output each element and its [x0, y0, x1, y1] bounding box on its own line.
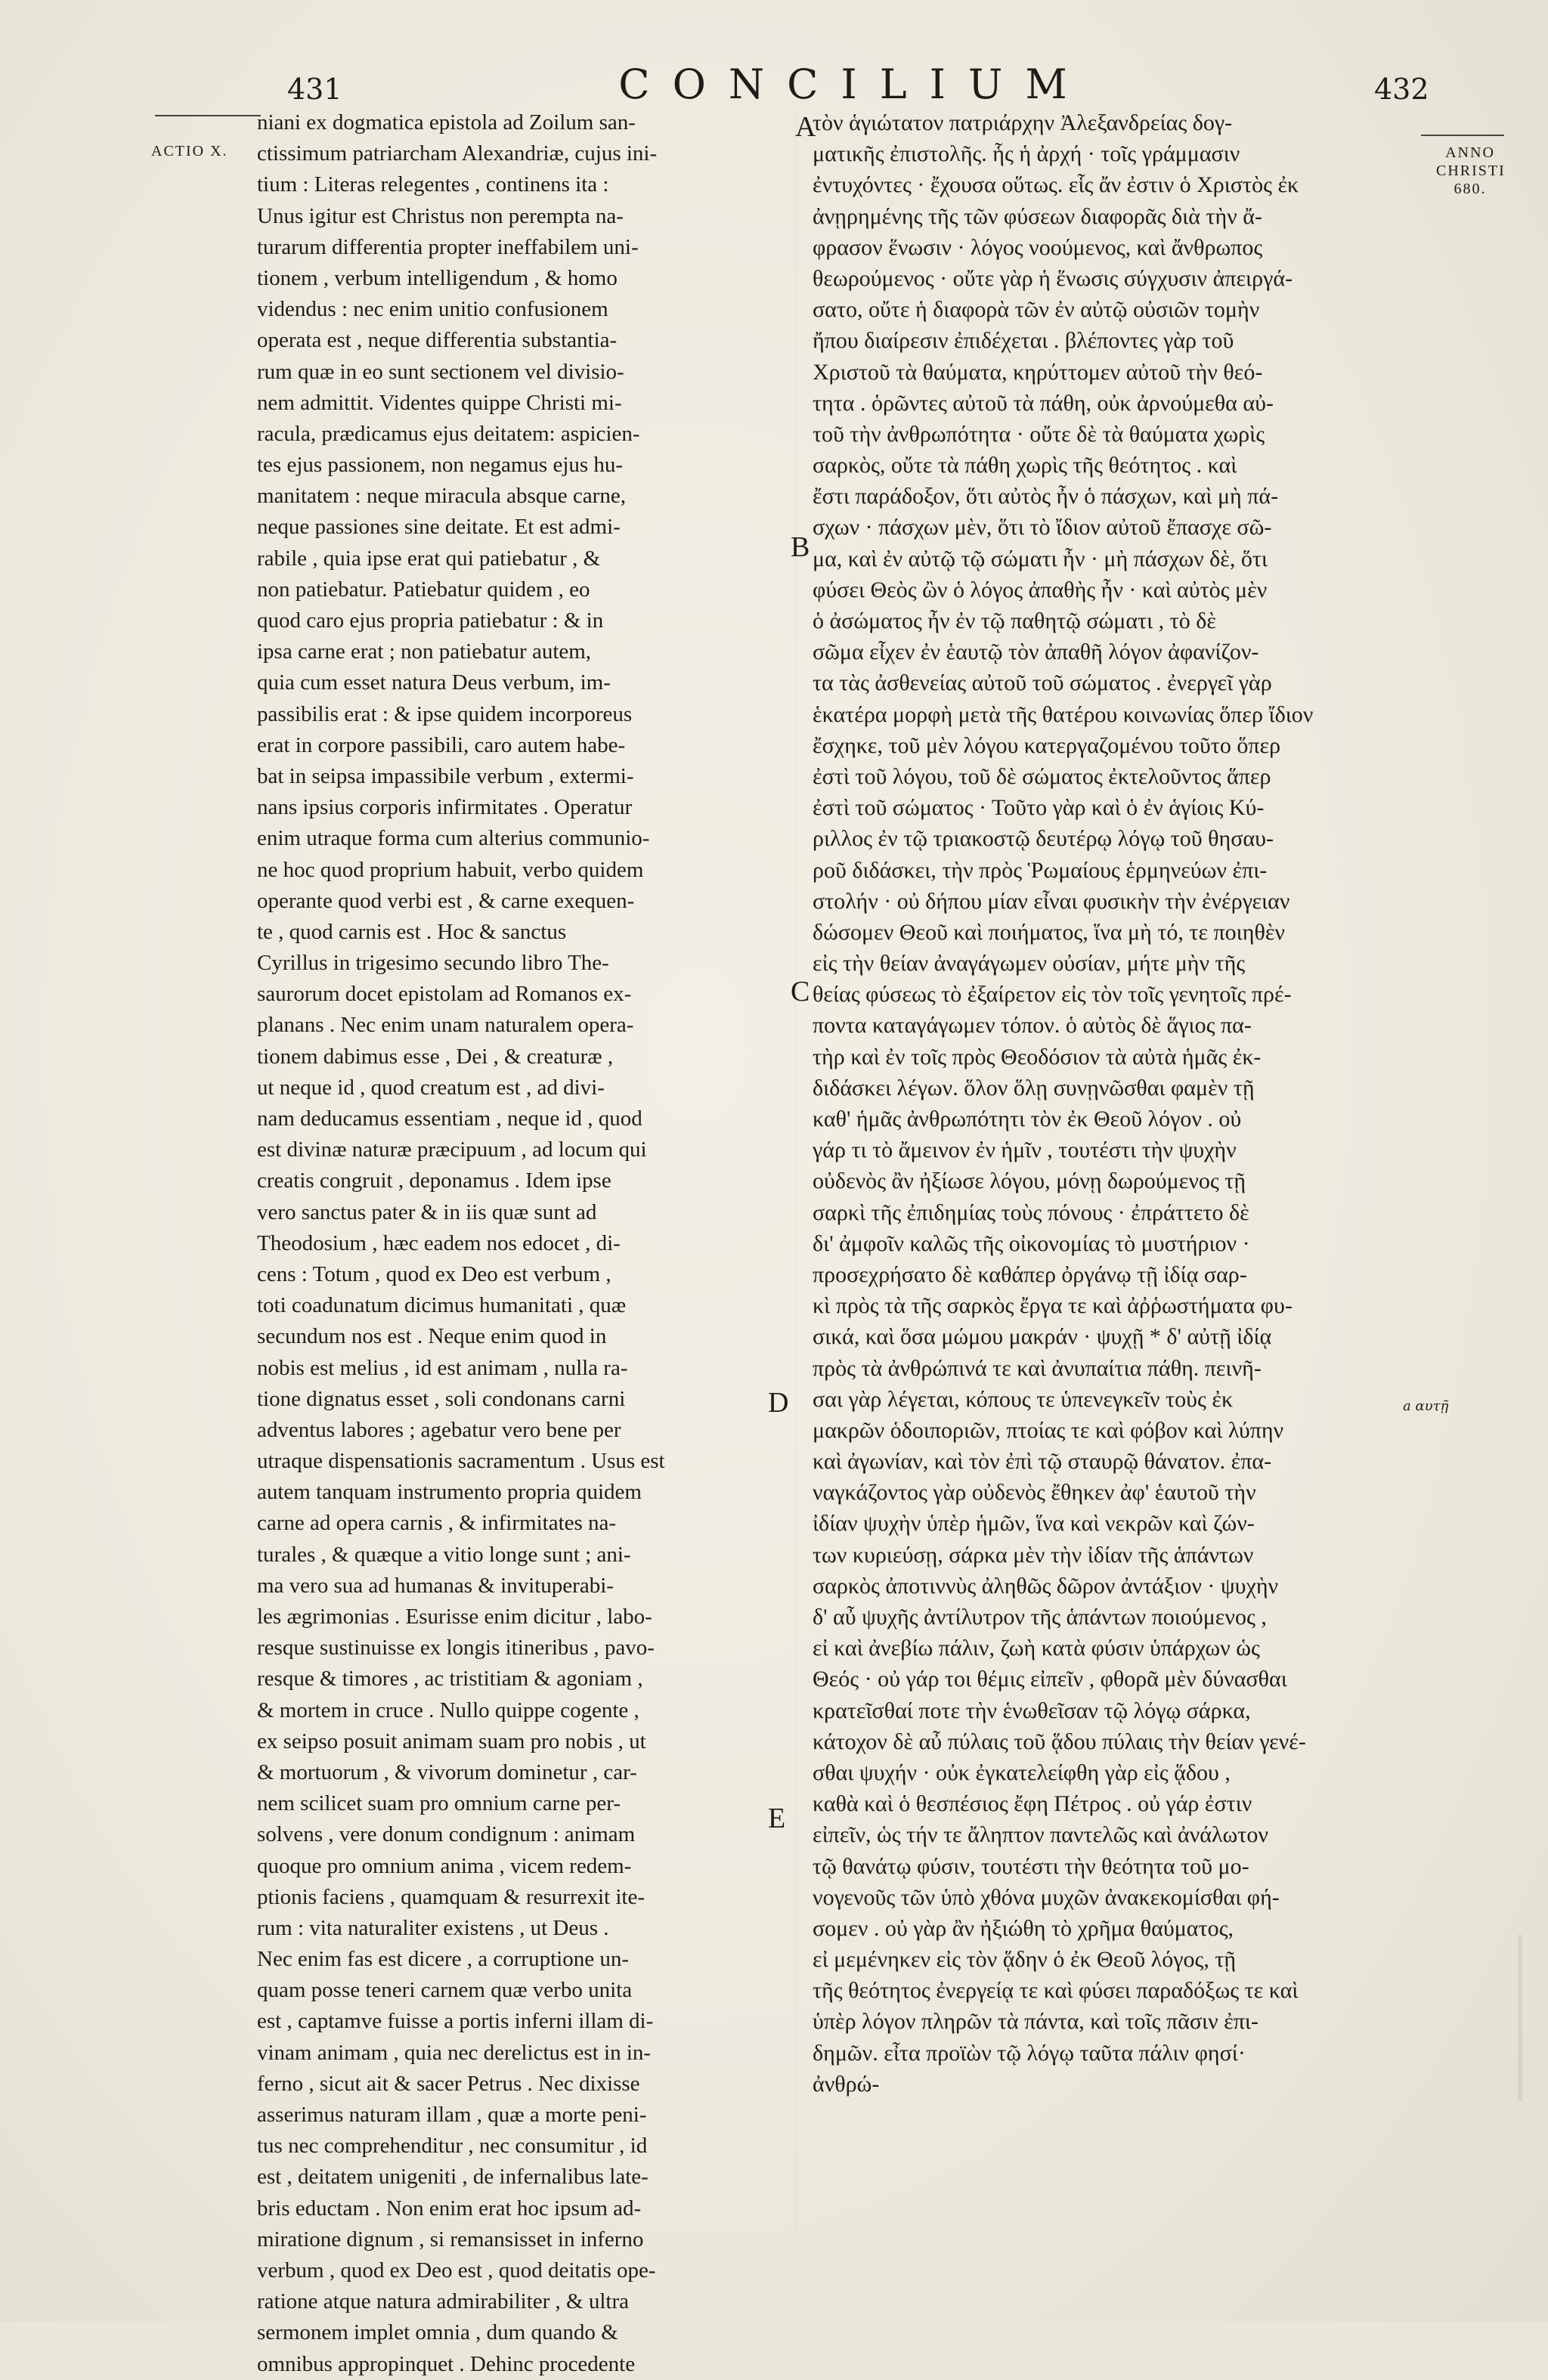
latin-text-line: resque sustinuisse ex longis itineribus , pavo- — [257, 1636, 655, 1660]
latin-text-line: passibilis erat : & ipse quidem incorporeus — [257, 701, 633, 726]
left-margin-rule — [155, 115, 261, 116]
greek-text-line: οὐδενὸς ἂν ἠξίωσε λόγου, μόνῃ δωρούμενος τῇ — [813, 1168, 1246, 1194]
greek-text-line: κρατεῖσθαί ποτε τὴν ἑνωθεῖσαν τῷ λόγῳ σάρκα, — [813, 1698, 1251, 1723]
latin-text-line: neque passiones sine deitate. Et est admi- — [257, 515, 621, 540]
latin-text-line: operata est , neque differentia substantia- — [257, 328, 618, 353]
greek-text-line: μακρῶν ὁδοιποριῶν, πτοίας τε καὶ φόβον καὶ λύπην — [813, 1417, 1284, 1443]
greek-text-line: ἐντυχόντες · ἔχουσα οὕτως. εἷς ἄν ἐστιν ὁ Χριστὸς ἐκ — [813, 172, 1299, 198]
latin-text-line: ctissimum patriarcham Alexandriæ, cujus ini- — [257, 141, 658, 166]
greek-text-line: κάτοχον δὲ αὖ πύλαις τοῦ ᾅδου πύλαις τὴν θείαν γενέ- — [813, 1729, 1306, 1754]
latin-text-line: non patiebatur. Patiebatur quidem , eo — [257, 577, 590, 602]
anno-line: ANNO — [1445, 144, 1495, 161]
latin-text-line: tionem , verbum intelligendum , & homo — [257, 265, 618, 290]
greek-text-line: τοῦ τὴν ἀνθρωπότητα · οὔτε δὲ τὰ θαύματα χωρὶς — [813, 421, 1265, 447]
greek-text-line: εἰς τὴν θείαν ἀναγάγωμεν οὐσίαν, μήτε μὴν τῆς — [813, 951, 1246, 976]
margin-actio-label: ACTIO X. — [151, 143, 228, 159]
latin-text-line: racula, prædicamus ejus deitatem: aspicien- — [257, 421, 640, 446]
greek-text-line: ἀνῃρημένης τῆς τῶν φύσεων διαφορᾶς διὰ τὴν ἄ- — [813, 203, 1262, 229]
latin-text-line: planans . Nec enim unam naturalem opera- — [257, 1013, 634, 1038]
latin-text-line: quam posse teneri carnem quæ verbo unita — [257, 1978, 633, 2003]
left-page-number: 431 — [287, 73, 342, 106]
greek-text-line: τὸν ἁγιώτατον πατριάρχην Ἀλεξανδρείας δογ- — [813, 110, 1233, 135]
latin-text-line: bat in seipsa impassibile verbum , extermi- — [257, 763, 634, 788]
latin-text-line: autem tanquam instrumento propria quidem — [257, 1480, 642, 1505]
latin-text-line: tionem dabimus esse , Dei , & creaturæ , — [257, 1044, 614, 1069]
latin-text-line: solvens , vere donum condignum : animam — [257, 1822, 636, 1847]
greek-text-line: τητα . ὁρῶντες αὐτοῦ τὰ πάθη, οὐκ ἀρνούμεθα αὐ- — [813, 390, 1274, 416]
latin-text-line: Unus igitur est Christus non perempta na- — [257, 203, 624, 228]
greek-text-line: δώσομεν Θεοῦ καὶ ποιήματος, ἵνα μὴ τό, τε ποιηθὲν — [813, 919, 1285, 945]
margin-anno-label — [1436, 144, 1504, 198]
latin-text-line: rum quæ in eo sunt sectionem vel divisio- — [257, 359, 624, 384]
marginal-note: a αυτῇ — [1403, 1398, 1449, 1414]
greek-text-line: καθ' ἡμᾶς ἀνθρωπότητι τὸν ἐκ Θεοῦ λόγον . οὐ — [813, 1106, 1242, 1131]
greek-text-line: ματικῆς ἐπιστολῆς. ἧς ἡ ἀρχή · τοῖς γράμμασιν — [813, 141, 1240, 167]
latin-text-line: est , captamve fuisse a portis inferni illam di- — [257, 2009, 654, 2034]
greek-text-line: εἰπεῖν, ὡς τήν τε ἄληπτον παντελῶς καὶ ἀνάλωτον — [813, 1822, 1268, 1848]
latin-text-line: te , quod carnis est . Hoc & sanctus — [257, 919, 567, 944]
latin-text-line: quoque pro omnium anima , vicem redem- — [257, 1853, 632, 1878]
greek-text-line: δημῶν. εἶτα προϊὼν τῷ λόγῳ ταῦτα πάλιν φησί· — [813, 2040, 1246, 2066]
latin-text-line: toti coadunatum dicimus humanitati , quæ — [257, 1293, 627, 1318]
latin-text-line: adventus labores ; agebatur vero bene per — [257, 1417, 621, 1442]
greek-text-line: πρὸς τὰ ἀνθρώπινά τε καὶ ἀνυπαίτια πάθη. πεινῆ- — [813, 1355, 1262, 1381]
latin-text-line: asserimus naturam illam , quæ a morte peni- — [257, 2103, 647, 2127]
greek-text-line: θείας φύσεως τὸ ἐξαίρετον εἰς τὸν τοῖς γενητοῖς πρέ- — [813, 982, 1292, 1007]
greek-text-line: ἔστι παράδοξον, ὅτι αὐτὸς ἦν ὁ πάσχων, καὶ μὴ πά- — [813, 484, 1279, 509]
greek-text-line: των κυριεύσῃ, σάρκα μὲν τὴν ἰδίαν τῆς ἁπάντων — [813, 1542, 1254, 1568]
latin-text-line: les ægrimonias . Esurisse enim dicitur , labo- — [257, 1605, 652, 1629]
anno-line: CHRISTI — [1436, 162, 1506, 179]
greek-text-line: ἑκατέρα μορφὴ μετὰ τῆς θατέρου κοινωνίας ὅπερ ἴδιον — [813, 701, 1314, 727]
latin-text-line: bris eductam . Non enim erat hoc ipsum ad- — [257, 2196, 642, 2221]
greek-text-line: τῷ θανάτῳ φύσιν, τουτέστι τὴν θεότητα τοῦ μο- — [813, 1853, 1249, 1879]
latin-text-line: tione dignatus esset , soli condonans carni — [257, 1386, 626, 1411]
latin-text-line: niani ex dogmatica epistola ad Zoilum san- — [257, 110, 636, 135]
latin-text-line: creatis congruit , deponamus . Idem ipse — [257, 1168, 611, 1193]
latin-text-line: operante quod verbi est , & carne exequen- — [257, 888, 635, 913]
greek-text-line: ἐστὶ τοῦ λόγου, τοῦ δὲ σώματος ἐκτελοῦντος ἅπερ — [813, 763, 1271, 789]
column-divider — [795, 113, 796, 2230]
greek-text-line: καθὰ καὶ ὁ θεσπέσιος ἔφη Πέτρος . οὐ γάρ ἐστιν — [813, 1791, 1252, 1817]
latin-text-line: tus nec comprehenditur , nec consumitur , id — [257, 2134, 648, 2159]
greek-text-line: δι' ἀμφοῖν καλῶς τῆς οἰκονομίας τὸ μυστήριον · — [813, 1230, 1250, 1256]
latin-text-line: nem admittit. Videntes quippe Christi mi- — [257, 390, 622, 415]
greek-text-line: ἀνθρώ- — [813, 2071, 880, 2097]
latin-text-line: Nec enim fas est dicere , a corruptione un- — [257, 1947, 629, 1972]
greek-text-line: μα, καὶ ἐν αὐτῷ τῷ σώματι ἦν · μὴ πάσχων δὲ, ὅτι — [813, 546, 1268, 571]
latin-text-line: vinam animam , quia nec derelictus est in in- — [257, 2040, 652, 2065]
right-page-number: 432 — [1374, 73, 1429, 106]
greek-text-line: σαρκὸς ἀποτιννὺς ἀληθῶς δῶρον ἀντάξιον · ψυχὴν — [813, 1573, 1279, 1599]
latin-text-line: ipsa carne erat ; non patiebatur autem, — [257, 639, 592, 664]
latin-text-line: est divinæ naturæ præcipuum , ad locum qui — [257, 1137, 647, 1162]
latin-text-line: nem scilicet suam pro omnium carne per- — [257, 1791, 621, 1816]
latin-text-line: nam deducamus essentiam , neque id , quod — [257, 1106, 642, 1131]
latin-text-line: resque & timores , ac tristitiam & agoniam , — [257, 1667, 643, 1691]
latin-text-line: Cyrillus in trigesimo secundo libro The- — [257, 951, 609, 976]
greek-text-line: σατο, οὔτε ἡ διαφορὰ τῶν ἐν αὐτῷ οὐσιῶν τομὴν — [813, 297, 1260, 323]
latin-text-line: ratione atque natura admirabiliter , & ultra — [257, 2289, 629, 2314]
latin-text-line: & mortuorum , & vivorum dominetur , car- — [257, 1759, 637, 1784]
greek-text-line: στολήν · οὐ δήπου μίαν εἶναι φυσικὴν τὴν ἐνέργειαν — [813, 888, 1290, 914]
latin-text-line: nobis est melius , id est animam , nulla ra- — [257, 1355, 628, 1380]
greek-text-line: τὴρ καὶ ἐν τοῖς πρὸς Θεοδόσιον τὰ αὐτὰ ἡμᾶς ἐκ- — [813, 1044, 1262, 1069]
latin-text-line: tium : Literas relegentes , continens ita : — [257, 172, 609, 197]
greek-text-line: νογενοῦς τῶν ὑπὸ χθόνα μυχῶν ἀνακεκομίσθαι φή- — [813, 1884, 1280, 1910]
latin-text-line: ferno , sicut ait & sacer Petrus . Nec dixisse — [257, 2071, 640, 2096]
latin-text-line: ex seipso posuit animam suam pro nobis , ut — [257, 1729, 646, 1753]
section-marker-b: B — [791, 531, 810, 563]
latin-text-line: erat in corpore passibili, caro autem habe- — [257, 732, 626, 757]
greek-text-line: τῆς θεότητος ἐνεργείᾳ τε καὶ φύσει παραδόξως τε καὶ — [813, 1978, 1299, 2004]
greek-text-line: κὶ πρὸς τὰ τῆς σαρκὸς ἔργα τε καὶ ἀῤῥωστήματα φυ- — [813, 1293, 1293, 1319]
greek-text-line: ροῦ διδάσκει, τὴν πρὸς Ῥωμαίους ἑρμηνεύων ἐπι- — [813, 857, 1268, 883]
latin-text-line: ma vero sua ad humanas & invituperabi- — [257, 1573, 614, 1598]
greek-text-line: δ' αὖ ψυχῆς ἀντίλυτρον τῆς ἁπάντων ποιούμενος , — [813, 1605, 1267, 1629]
greek-text-line: εἰ καὶ ἀνεβίω πάλιν, ζωὴ κατὰ φύσιν ὑπάρχων ὡς — [813, 1636, 1260, 1661]
page-edge-mark — [1518, 1935, 1522, 2101]
right-margin-rule — [1421, 135, 1504, 136]
greek-text-line: ὁ ἀσώματος ἦν ἐν τῷ παθητῷ σώματι , τὸ δὲ — [813, 608, 1216, 633]
greek-text-line: θεωρούμενος · οὔτε γὰρ ἡ ἕνωσις σύγχυσιν ἀπειργά- — [813, 265, 1293, 291]
latin-column — [257, 107, 789, 2380]
latin-text-line: rabile , quia ipse erat qui patiebatur , & — [257, 546, 601, 571]
greek-text-line: σαρκὸς, οὔτε τὰ πάθη χωρὶς τῆς θεότητος . καὶ — [813, 453, 1237, 478]
latin-text-line: sermonem implet omnia , dum quando & — [257, 2320, 618, 2345]
latin-text-line: videndus : nec enim unitio confusionem — [257, 297, 608, 322]
greek-column — [813, 107, 1417, 2100]
latin-text-line: ut neque id , quod creatum est , ad divi- — [257, 1075, 605, 1100]
latin-text-line: manitatem : neque miracula absque carne, — [257, 484, 626, 509]
greek-text-line: ἤπου διαίρεσιν ἐπιδέχεται . βλέποντες γὰρ τοῦ — [813, 328, 1234, 354]
greek-text-line: σθαι ψυχήν · οὐκ ἐγκατελείφθη γὰρ εἰς ᾅδου , — [813, 1759, 1231, 1785]
greek-text-line: Θεός · οὐ γάρ τοι θέμις εἰπεῖν , φθορᾶ μὲν δύνασθαι — [813, 1667, 1287, 1692]
greek-text-line: προσεχρήσατο δὲ καθάπερ ὀργάνῳ τῇ ἰδίᾳ σαρ- — [813, 1261, 1247, 1287]
latin-text-line: saurorum docet epistolam ad Romanos ex- — [257, 982, 632, 1007]
latin-text-line: verbum , quod ex Deo est , quod deitatis ope- — [257, 2258, 656, 2283]
latin-text-line: turales , & quæque a vitio longe sunt ; ani- — [257, 1542, 631, 1567]
latin-text-line: & mortem in cruce . Nullo quippe cogente , — [257, 1698, 639, 1722]
greek-text-line: σῶμα εἶχεν ἐν ἑαυτῷ τὸν ἀπαθῆ λόγον ἀφανίζον- — [813, 639, 1259, 665]
greek-text-line: διδάσκει λέγων. ὅλον ὅλῃ συνῃνῶσθαι φαμὲν τῇ — [813, 1075, 1255, 1100]
latin-text-line: est , deitatem unigeniti , de infernalibus late- — [257, 2165, 649, 2190]
latin-text-line: enim utraque forma cum alterius communio- — [257, 826, 650, 851]
anno-line: 680. — [1454, 181, 1487, 197]
latin-text-line: quia cum esset natura Deus verbum, im- — [257, 670, 611, 695]
greek-text-line: φρασον ἕνωσιν · λόγος νοούμενος, καὶ ἄνθρωπος — [813, 234, 1263, 260]
greek-text-line: σαρκὶ τῆς ἐπιδημίας τοὺς πόνους · ἐπράττετο δὲ — [813, 1199, 1249, 1225]
greek-text-line: ἔσχηκε, τοῦ μὲν λόγου κατεργαζομένου τοῦτο ὅπερ — [813, 732, 1281, 758]
latin-text-line: omnibus appropinquet . Dehinc procedente — [257, 2351, 636, 2376]
latin-text-line: rum : vita naturaliter existens , ut Deus . — [257, 1915, 609, 1940]
greek-text-line: Χριστοῦ τὰ θαύματα, κηρύττομεν αὐτοῦ τὴν θεό- — [813, 359, 1263, 385]
greek-text-line: γάρ τι τὸ ἄμεινον ἐν ἡμῖν , τουτέστι τὴν ψυχὴν — [813, 1137, 1237, 1163]
latin-text-line: Theodosium , hæc eadem nos edocet , di- — [257, 1230, 621, 1255]
greek-text-line: σχων · πάσχων μὲν, ὅτι τὸ ἴδιον αὐτοῦ ἔπασχε σῶ- — [813, 515, 1272, 540]
section-marker-c: C — [791, 976, 810, 1007]
greek-text-line: ἐστὶ τοῦ σώματος · Τοῦτο γὰρ καὶ ὁ ἐν ἁγίοις Κύ- — [813, 795, 1265, 821]
latin-text-line: vero sanctus pater & in iis quæ sunt ad — [257, 1199, 597, 1224]
latin-text-line: miratione dignum , si remansisset in inferno — [257, 2227, 644, 2252]
latin-text-line: ne hoc quod proprium habuit, verbo quidem — [257, 857, 644, 882]
latin-text-line: tes ejus passionem, non negamus ejus hu- — [257, 453, 624, 478]
latin-text-line: ptionis faciens , quamquam & resurrexit ite- — [257, 1884, 645, 1909]
latin-text-line: nans ipsius corporis infirmitates . Operatur — [257, 795, 633, 820]
greek-text-line: ποντα καταγάγωμεν τόπον. ὁ αὐτὸς δὲ ἅγιος πα- — [813, 1013, 1252, 1038]
latin-text-line: carne ad opera carnis , & infirmitates na- — [257, 1511, 617, 1536]
running-title: CONCILIUM — [618, 60, 1090, 108]
greek-text-line: σομεν . οὐ γὰρ ἂν ἠξιώθη τὸ χρῆμα θαύματος, — [813, 1915, 1234, 1941]
latin-text-line: secundum nos est . Neque enim quod in — [257, 1324, 607, 1349]
greek-text-line: ναγκάζοντος γὰρ οὐδενὸς ἔθηκεν ἀφ' ἑαυτοῦ τὴν — [813, 1480, 1256, 1506]
latin-text-line: cens : Totum , quod ex Deo est verbum , — [257, 1261, 611, 1286]
greek-text-line: τα τὰς ἀσθενείας αὐτοῦ τοῦ σώματος . ἐνεργεῖ γὰρ — [813, 670, 1272, 696]
greek-text-line: σαι γὰρ λέγεται, κόπους τε ὑπενεγκεῖν τοὺς ἐκ — [813, 1386, 1234, 1412]
greek-text-line: καὶ ἀγωνίαν, καὶ τὸν ἐπὶ τῷ σταυρῷ θάνατον. ἐπα- — [813, 1449, 1272, 1475]
latin-text-line: turarum differentia propter ineffabilem uni- — [257, 234, 639, 259]
greek-text-line: ἰδίαν ψυχὴν ὑπὲρ ἡμῶν, ἵνα καὶ νεκρῶν καὶ ζών- — [813, 1511, 1255, 1537]
greek-text-line: σικά, καὶ ὅσα μώμου μακράν · ψυχῇ * δ' αὐτῇ ἰδίᾳ — [813, 1324, 1272, 1350]
section-marker-e: E — [768, 1803, 786, 1834]
greek-text-line: ριλλος ἐν τῷ τριακοστῷ δευτέρῳ λόγῳ τοῦ θησαυ- — [813, 826, 1274, 852]
section-marker-a: A — [795, 111, 816, 143]
latin-text-line: quod caro ejus propria patiebatur : & in — [257, 608, 604, 633]
latin-text-line: utraque dispensationis sacramentum . Usus est — [257, 1449, 665, 1474]
section-marker-d: D — [768, 1387, 789, 1419]
greek-text-line: εἰ μεμένηκεν εἰς τὸν ᾅδην ὁ ἐκ Θεοῦ λόγος, τῇ — [813, 1947, 1237, 1973]
greek-text-line: φύσει Θεὸς ὢν ὁ λόγος ἀπαθὴς ἦν · καὶ αὐτὸς μὲν — [813, 577, 1268, 602]
greek-text-line: ὑπὲρ λόγον πληρῶν τὰ πάντα, καὶ τοῖς πᾶσιν ἐπι- — [813, 2009, 1259, 2035]
